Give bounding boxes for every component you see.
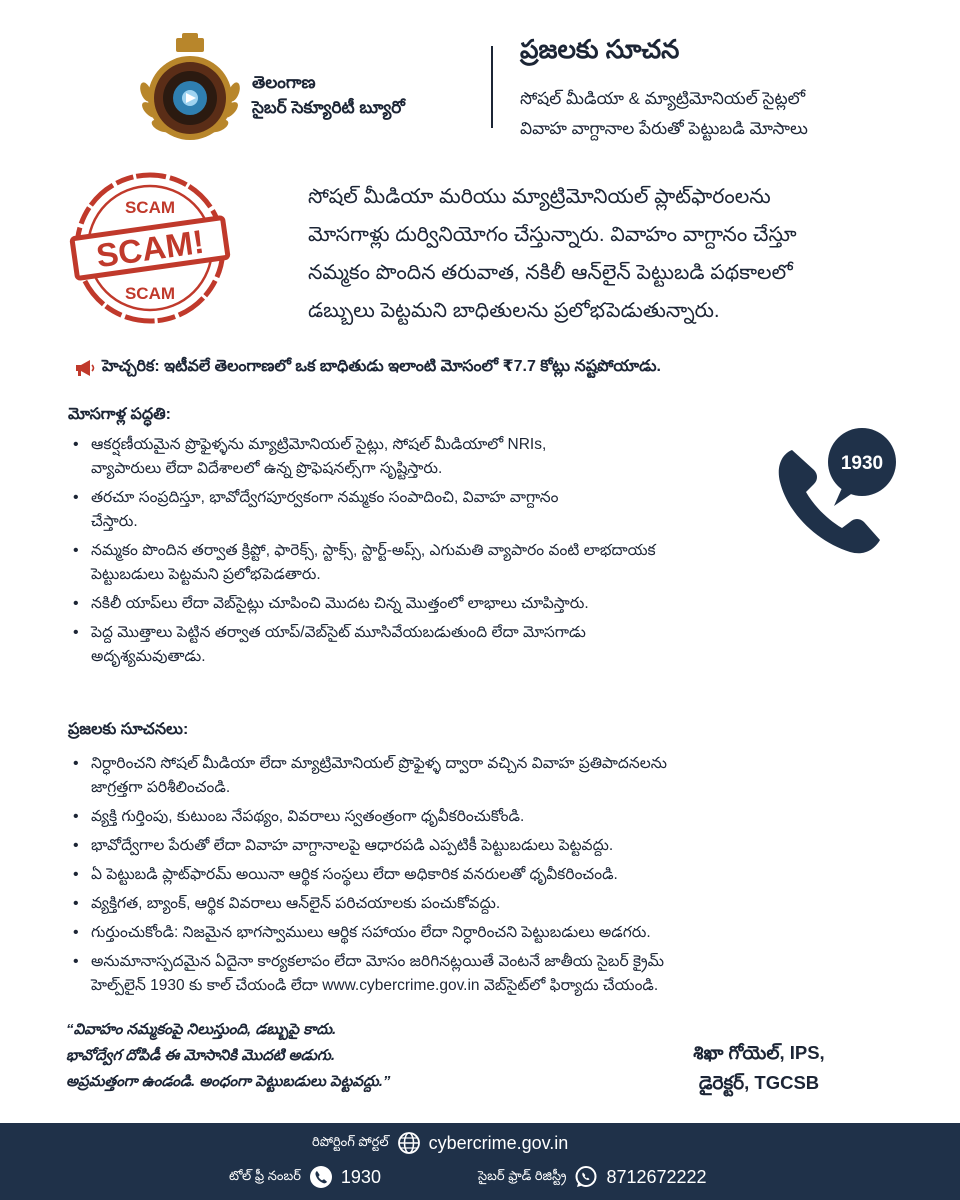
list-item-line: • ఏ పెట్టుబడి ప్లాట్‌ఫారమ్ అయినా ఆర్థిక సంస్థలు లేదా అధికారిక వనరులతో ధృవీకరించండి.: [91, 866, 618, 883]
list-item-line: • గుర్తుంచుకోండి: నిజమైన భాగస్వాములు ఆర్థిక సహాయం లేదా నిర్ధారించని పెట్టుబడులు అడగరు.: [91, 924, 651, 941]
signatory-name: శిఖా గోయెల్, IPS,: [693, 1042, 825, 1063]
list-item-line: • భావోద్వేగాల పేరుతో లేదా వివాహ వాగ్దానాలపై ఆధారపడి ఎప్పటికీ పెట్టుబడులు పెట్టవద్దు.: [91, 837, 614, 854]
list-item: [68, 834, 928, 858]
notice-title: ప్రజలకు సూచన: [520, 34, 680, 64]
portal-label: రిపోర్టింగ్ పోర్టల్: [312, 1133, 389, 1149]
list-item: [68, 805, 928, 829]
tollfree-number[interactable]: 1930: [340, 1166, 381, 1187]
list-item: [68, 433, 768, 481]
list-item: [68, 752, 928, 800]
intro-line-1: సోషల్ మీడియా మరియు మ్యాట్రిమోనియల్ ప్లాట్‌ఫారంలను: [308, 185, 771, 208]
warning-text: హెచ్చరిక: ఇటీవలే తెలంగాణలో ఒక బాధితుడు ఇలాంటి మోసంలో ₹7.7 కోట్లు నష్టపోయాడు.: [102, 358, 661, 375]
megaphone-icon: [74, 359, 96, 377]
director-quote: [66, 1017, 626, 1095]
header: [0, 0, 960, 165]
intro-line-2: మోసగాళ్లు దుర్వినియోగం చేస్తున్నారు. వివాహం వాగ్దానం చేస్తూ: [308, 223, 797, 246]
notice-subtitle-line-2: వివాహ వాగ్దానాల పేరుతో పెట్టుబడి మోసాలు: [520, 119, 808, 138]
signatory-designation: డైరెక్టర్, TGCSB: [698, 1072, 820, 1093]
list-item-line: • వ్యక్తి గుర్తింపు, కుటుంబ నేపథ్యం, వివరాలు స్వతంత్రంగా ధృవీకరించుకోండి.: [91, 808, 525, 825]
advice-list: [68, 752, 928, 1003]
header-divider: [491, 46, 493, 128]
helpline-badge-number: 1930: [840, 453, 884, 474]
notice-subtitle-line-1: సోషల్ మీడియా & మ్యాట్రిమోనియల్ సైట్లలో: [520, 89, 806, 108]
stamp-bottom-text: SCAM: [124, 284, 176, 303]
list-item-line: • నిర్ధారించని సోషల్ మీడియా లేదా మ్యాట్రిమోనియల్ ప్రొఫైళ్ళ ద్వారా వచ్చిన వివాహ ప్రతిపాదనలను: [91, 755, 667, 772]
advice-title: ప్రజలకు సూచనలు:: [68, 721, 189, 738]
list-item-line: పెట్టుబడులు పెట్టమని ప్రలోభపెడతారు.: [91, 566, 321, 583]
stamp-middle-text: SCAM!: [93, 222, 207, 275]
tollfree-label: టోల్ ఫ్రీ నంబర్: [229, 1167, 301, 1183]
footer-registry-row: [478, 1165, 707, 1189]
notice-subtitle: [520, 84, 808, 144]
list-item-line: హెల్ప్‌లైన్ 1930 కు కాల్ చేయండి లేదా www.cybercrime.gov.in వెబ్‌సైట్‌లో ఫిర్యాదు చేయండి.: [91, 977, 659, 994]
list-item: [68, 863, 928, 887]
list-item-line: జాగ్రత్తగా పరిశీలించండి.: [91, 779, 231, 796]
warning-banner: [74, 356, 934, 379]
organization-name: [252, 70, 405, 120]
intro-paragraph: [308, 178, 908, 330]
list-item-line: • పెద్ద మొత్తాలు పెట్టిన తర్వాత యాప్/వెబ్‌సైట్ మూసివేయబడుతుంది లేదా మోసగాడు: [91, 624, 586, 641]
registry-number[interactable]: 8712672222: [606, 1166, 707, 1187]
signature-block: [664, 1038, 854, 1098]
footer-bar: [0, 1123, 960, 1200]
footer-tollfree-row: [229, 1165, 381, 1189]
quote-line-1: “వివాహం నమ్మకంపై నిలుస్తుంది, డబ్బుపై కాదు.: [66, 1021, 337, 1038]
list-item: [68, 621, 888, 669]
portal-link[interactable]: cybercrime.gov.in: [428, 1132, 569, 1153]
footer-portal-row: [312, 1131, 568, 1155]
list-item-line: • తరచూ సంప్రదిస్తూ, భావోద్వేగపూర్వకంగా నమ్మకం సంపాదించి, వివాహ వాగ్దానం: [91, 489, 559, 506]
stamp-top-text: SCAM: [124, 198, 176, 217]
cyber-security-bureau-logo: [130, 30, 250, 148]
org-line-2: సైబర్ సెక్యూరిటీ బ్యూరో: [252, 98, 405, 117]
list-item-line: • ఆకర్షణీయమైన ప్రొఫైళ్ళను మ్యాట్రిమోనియల్ సైట్లు, సోషల్ మీడియాలో NRIs,: [91, 436, 547, 453]
list-item-line: చేస్తారు.: [91, 513, 138, 530]
method-title: మోసగాళ్ల పద్ధతి:: [68, 406, 171, 423]
list-item-line: అదృశ్యమవుతాడు.: [91, 648, 206, 665]
scam-stamp-icon: [60, 168, 240, 328]
list-item-line: • నకిలీ యాప్‌లు లేదా వెబ్‌సైట్లు చూపించి మొదట చిన్న మొత్తంలో లాభాలు చూపిస్తారు.: [91, 595, 589, 612]
whatsapp-icon: [574, 1165, 598, 1189]
list-item-line: • అనుమానాస్పదమైన ఏదైనా కార్యకలాపం లేదా మోసం జరిగినట్లయితే వెంటనే జాతీయ సైబర్ క్రైమ్: [91, 953, 664, 970]
quote-line-2: భావోద్వేగ దోపిడీ ఈ మోసానికి మొదటి అడుగు.: [66, 1047, 336, 1064]
method-list: [68, 433, 768, 674]
list-item: [68, 921, 928, 945]
globe-icon: [397, 1131, 421, 1155]
intro-line-3: నమ్మకం పొందిన తరువాత, నకిలీ ఆన్‌లైన్ పెట్టుబడి పథకాలలో: [308, 261, 793, 284]
phone-helpline-icon: [756, 418, 916, 578]
list-item-line: • వ్యక్తిగత, బ్యాంక్, ఆర్థిక వివరాలు ఆన్‌లైన్ పరిచయాలకు పంచుకోవద్దు.: [91, 895, 501, 912]
phone-icon: [309, 1165, 333, 1189]
org-line-1: తెలంగాణ: [252, 73, 316, 92]
list-item: [68, 592, 888, 616]
intro-line-4: డబ్బులు పెట్టమని బాధితులను ప్రలోభపెడుతున్నారు.: [308, 299, 720, 322]
list-item-line: వ్యాపారులు లేదా విదేశాలలో ఉన్న ప్రొఫెషనల్స్‌గా సృష్టిస్తారు.: [91, 460, 443, 477]
list-item-line: • నమ్మకం పొందిన తర్వాత క్రిప్టో, ఫారెక్స్, స్టాక్స్, స్టార్ట్-అప్స్, ఎగుమతి వ్యాపారం వంటి లాభదాయక: [91, 542, 656, 559]
quote-line-3: అప్రమత్తంగా ఉండండి. అంధంగా పెట్టుబడులు పెట్టవద్దు.”: [66, 1073, 391, 1090]
list-item: [68, 892, 928, 916]
list-item: [68, 950, 928, 998]
list-item: [68, 486, 768, 534]
registry-label: సైబర్ ఫ్రాడ్ రిజిస్ట్రీ: [478, 1167, 567, 1183]
